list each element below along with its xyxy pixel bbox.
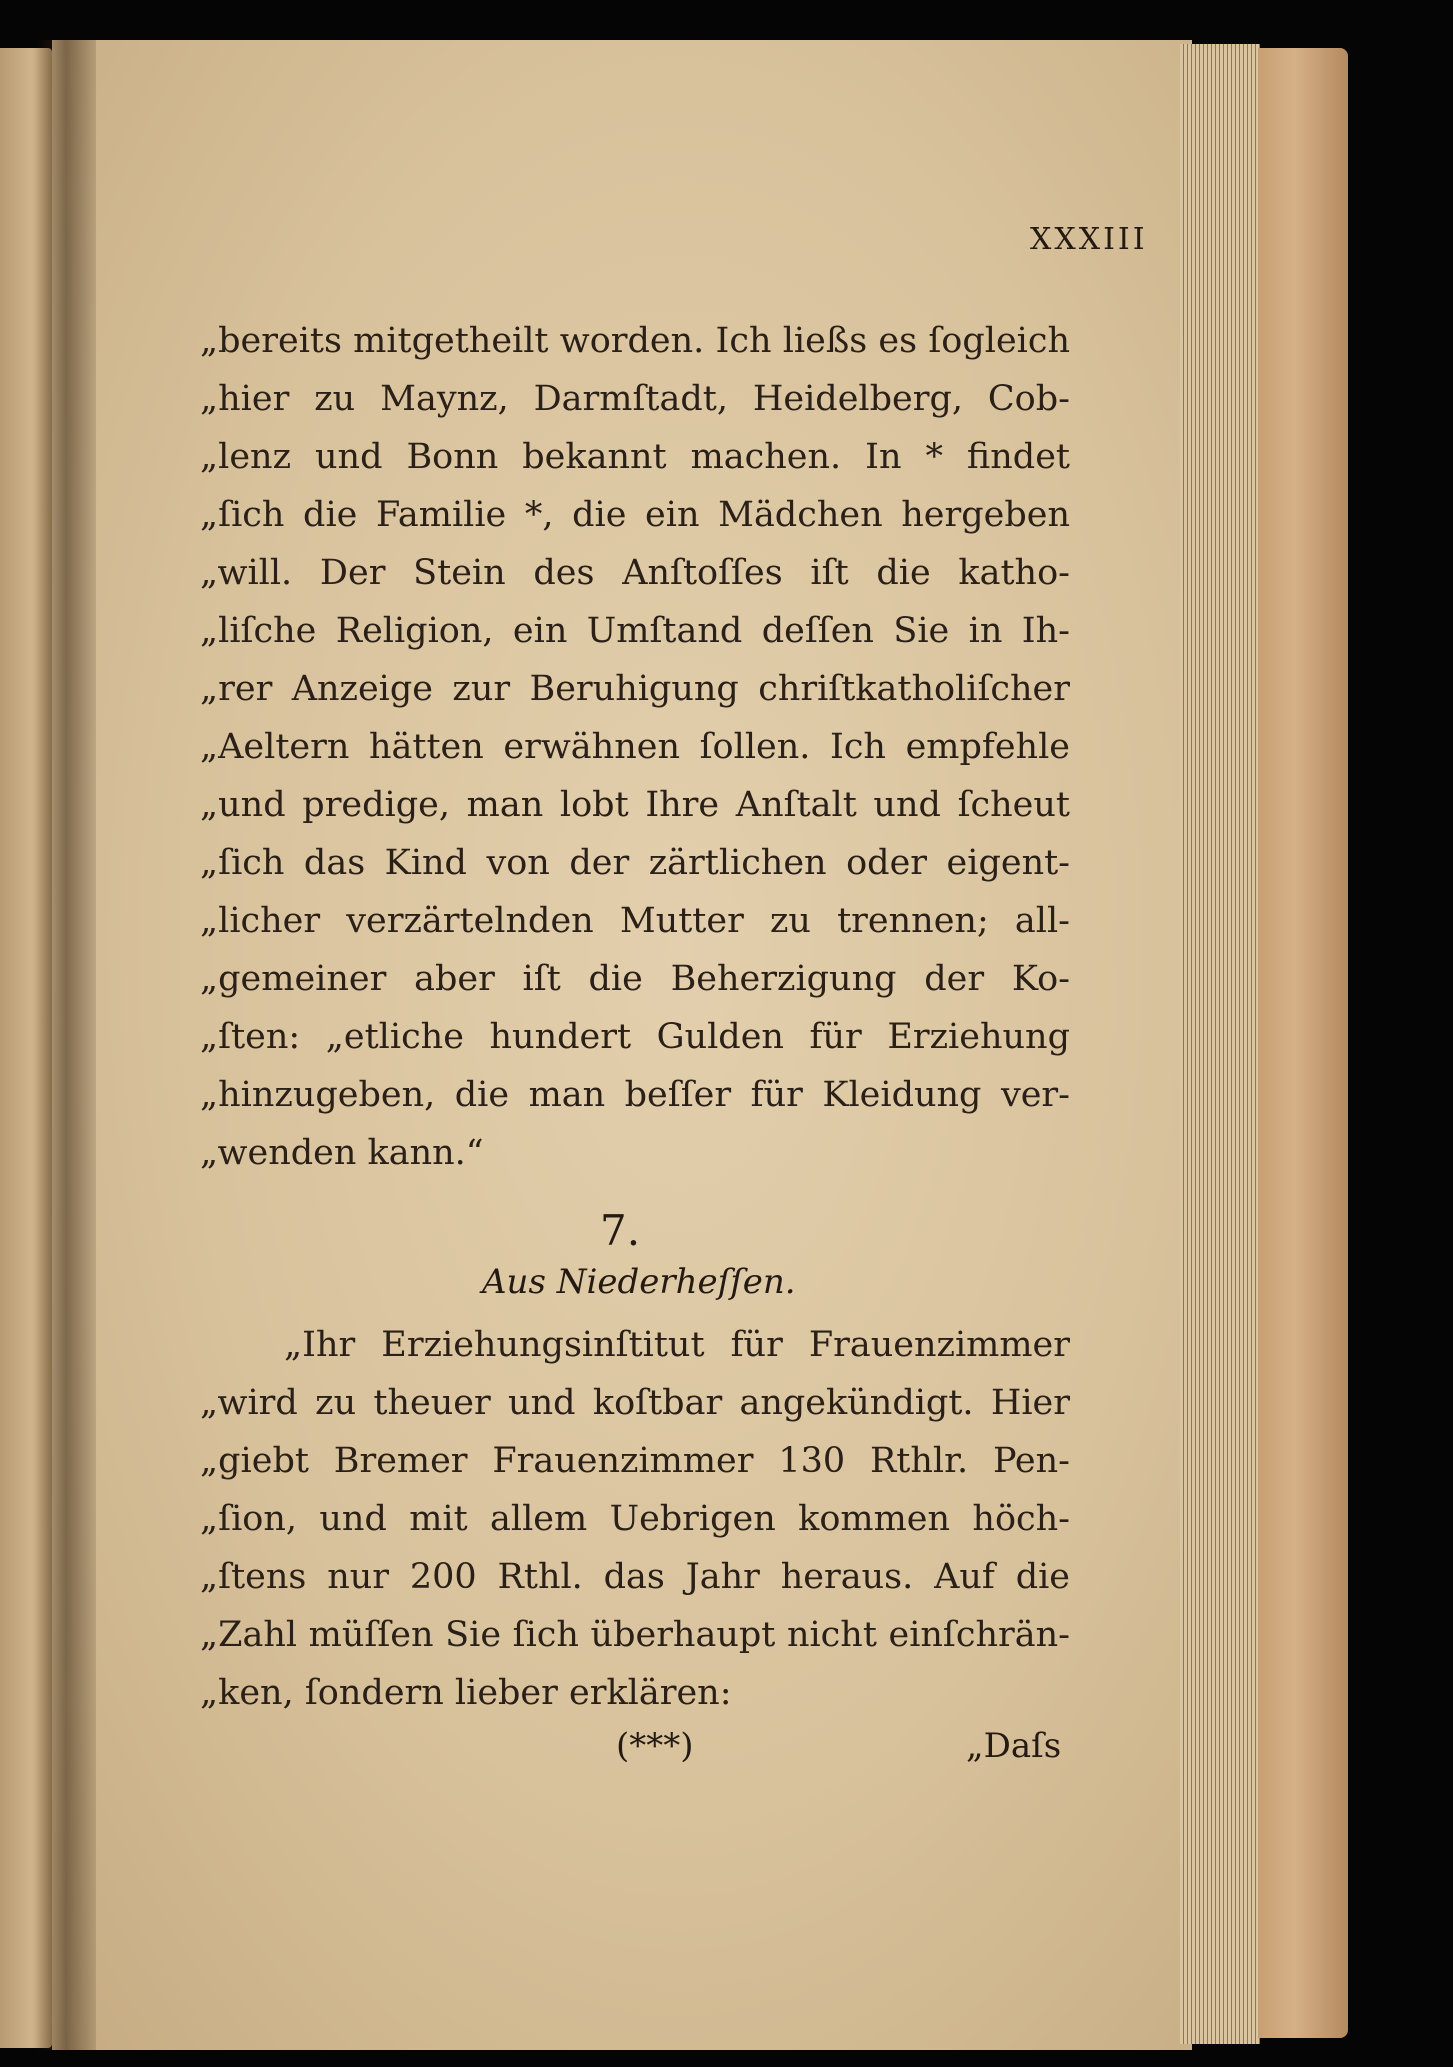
text-line: „und predige, man lobt Ihre Anſtalt und ſcheut xyxy=(200,785,1070,825)
book-cover-edge xyxy=(1258,48,1348,2038)
text-line: „licher verzärtelnden Mutter zu trennen; all- xyxy=(200,901,1070,941)
text-line: „wenden kann.“ xyxy=(200,1133,484,1173)
page-edges xyxy=(1180,44,1260,2044)
section-title: Aus Niederheſſen. xyxy=(482,1262,796,1302)
text-line: „ſten: „etliche hundert Gulden für Erziehung xyxy=(200,1017,1070,1057)
body-text-bottom xyxy=(200,1316,1070,1722)
text-line: „lenz und Bonn bekannt machen. In * findet xyxy=(200,437,1070,477)
text-line: „hinzugeben, die man beſſer für Kleidung ver- xyxy=(200,1075,1070,1115)
page-number: XXXIII xyxy=(1030,222,1148,257)
body-text-top xyxy=(200,312,1070,1182)
catchword: „Daſs xyxy=(966,1726,1062,1766)
text-line: „Aeltern hätten erwähnen ſollen. Ich empfehle xyxy=(200,727,1070,767)
text-line: „Ihr Erziehungsinſtitut für Frauenzimmer xyxy=(284,1325,1070,1365)
text-line: „ſtens nur 200 Rthl. das Jahr heraus. Auf die xyxy=(200,1557,1070,1597)
text-line: „ſion, und mit allem Uebrigen kommen höch- xyxy=(200,1499,1070,1539)
text-line: „ſich das Kind von der zärtlichen oder eigent- xyxy=(200,843,1070,883)
text-line: „ken, ſondern lieber erklären: xyxy=(200,1673,732,1713)
text-line: „giebt Bremer Frauenzimmer 130 Rthlr. Pen- xyxy=(200,1441,1070,1481)
text-line: „gemeiner aber iſt die Beherzigung der Ko- xyxy=(200,959,1070,999)
text-line: „hier zu Maynz, Darmſtadt, Heidelberg, Cob- xyxy=(200,379,1070,419)
section-number: 7. xyxy=(600,1206,641,1255)
text-line: „ſich die Familie *, die ein Mädchen hergeben xyxy=(200,495,1070,535)
book-gutter-shadow xyxy=(36,40,96,2050)
text-line: „rer Anzeige zur Beruhigung chriſtkatholiſcher xyxy=(200,669,1070,709)
text-line: „wird zu theuer und koſtbar angekündigt. Hier xyxy=(200,1383,1070,1423)
text-line: „liſche Religion, ein Umſtand deſſen Sie in Ih- xyxy=(200,611,1070,651)
text-line: „will. Der Stein des Anſtoſſes iſt die katho- xyxy=(200,553,1070,593)
signature-mark: (***) xyxy=(616,1726,694,1766)
text-line: „Zahl müſſen Sie ſich überhaupt nicht einſchrän- xyxy=(200,1615,1070,1655)
text-line: „bereits mitgetheilt worden. Ich ließs es ſogleich xyxy=(200,321,1070,361)
